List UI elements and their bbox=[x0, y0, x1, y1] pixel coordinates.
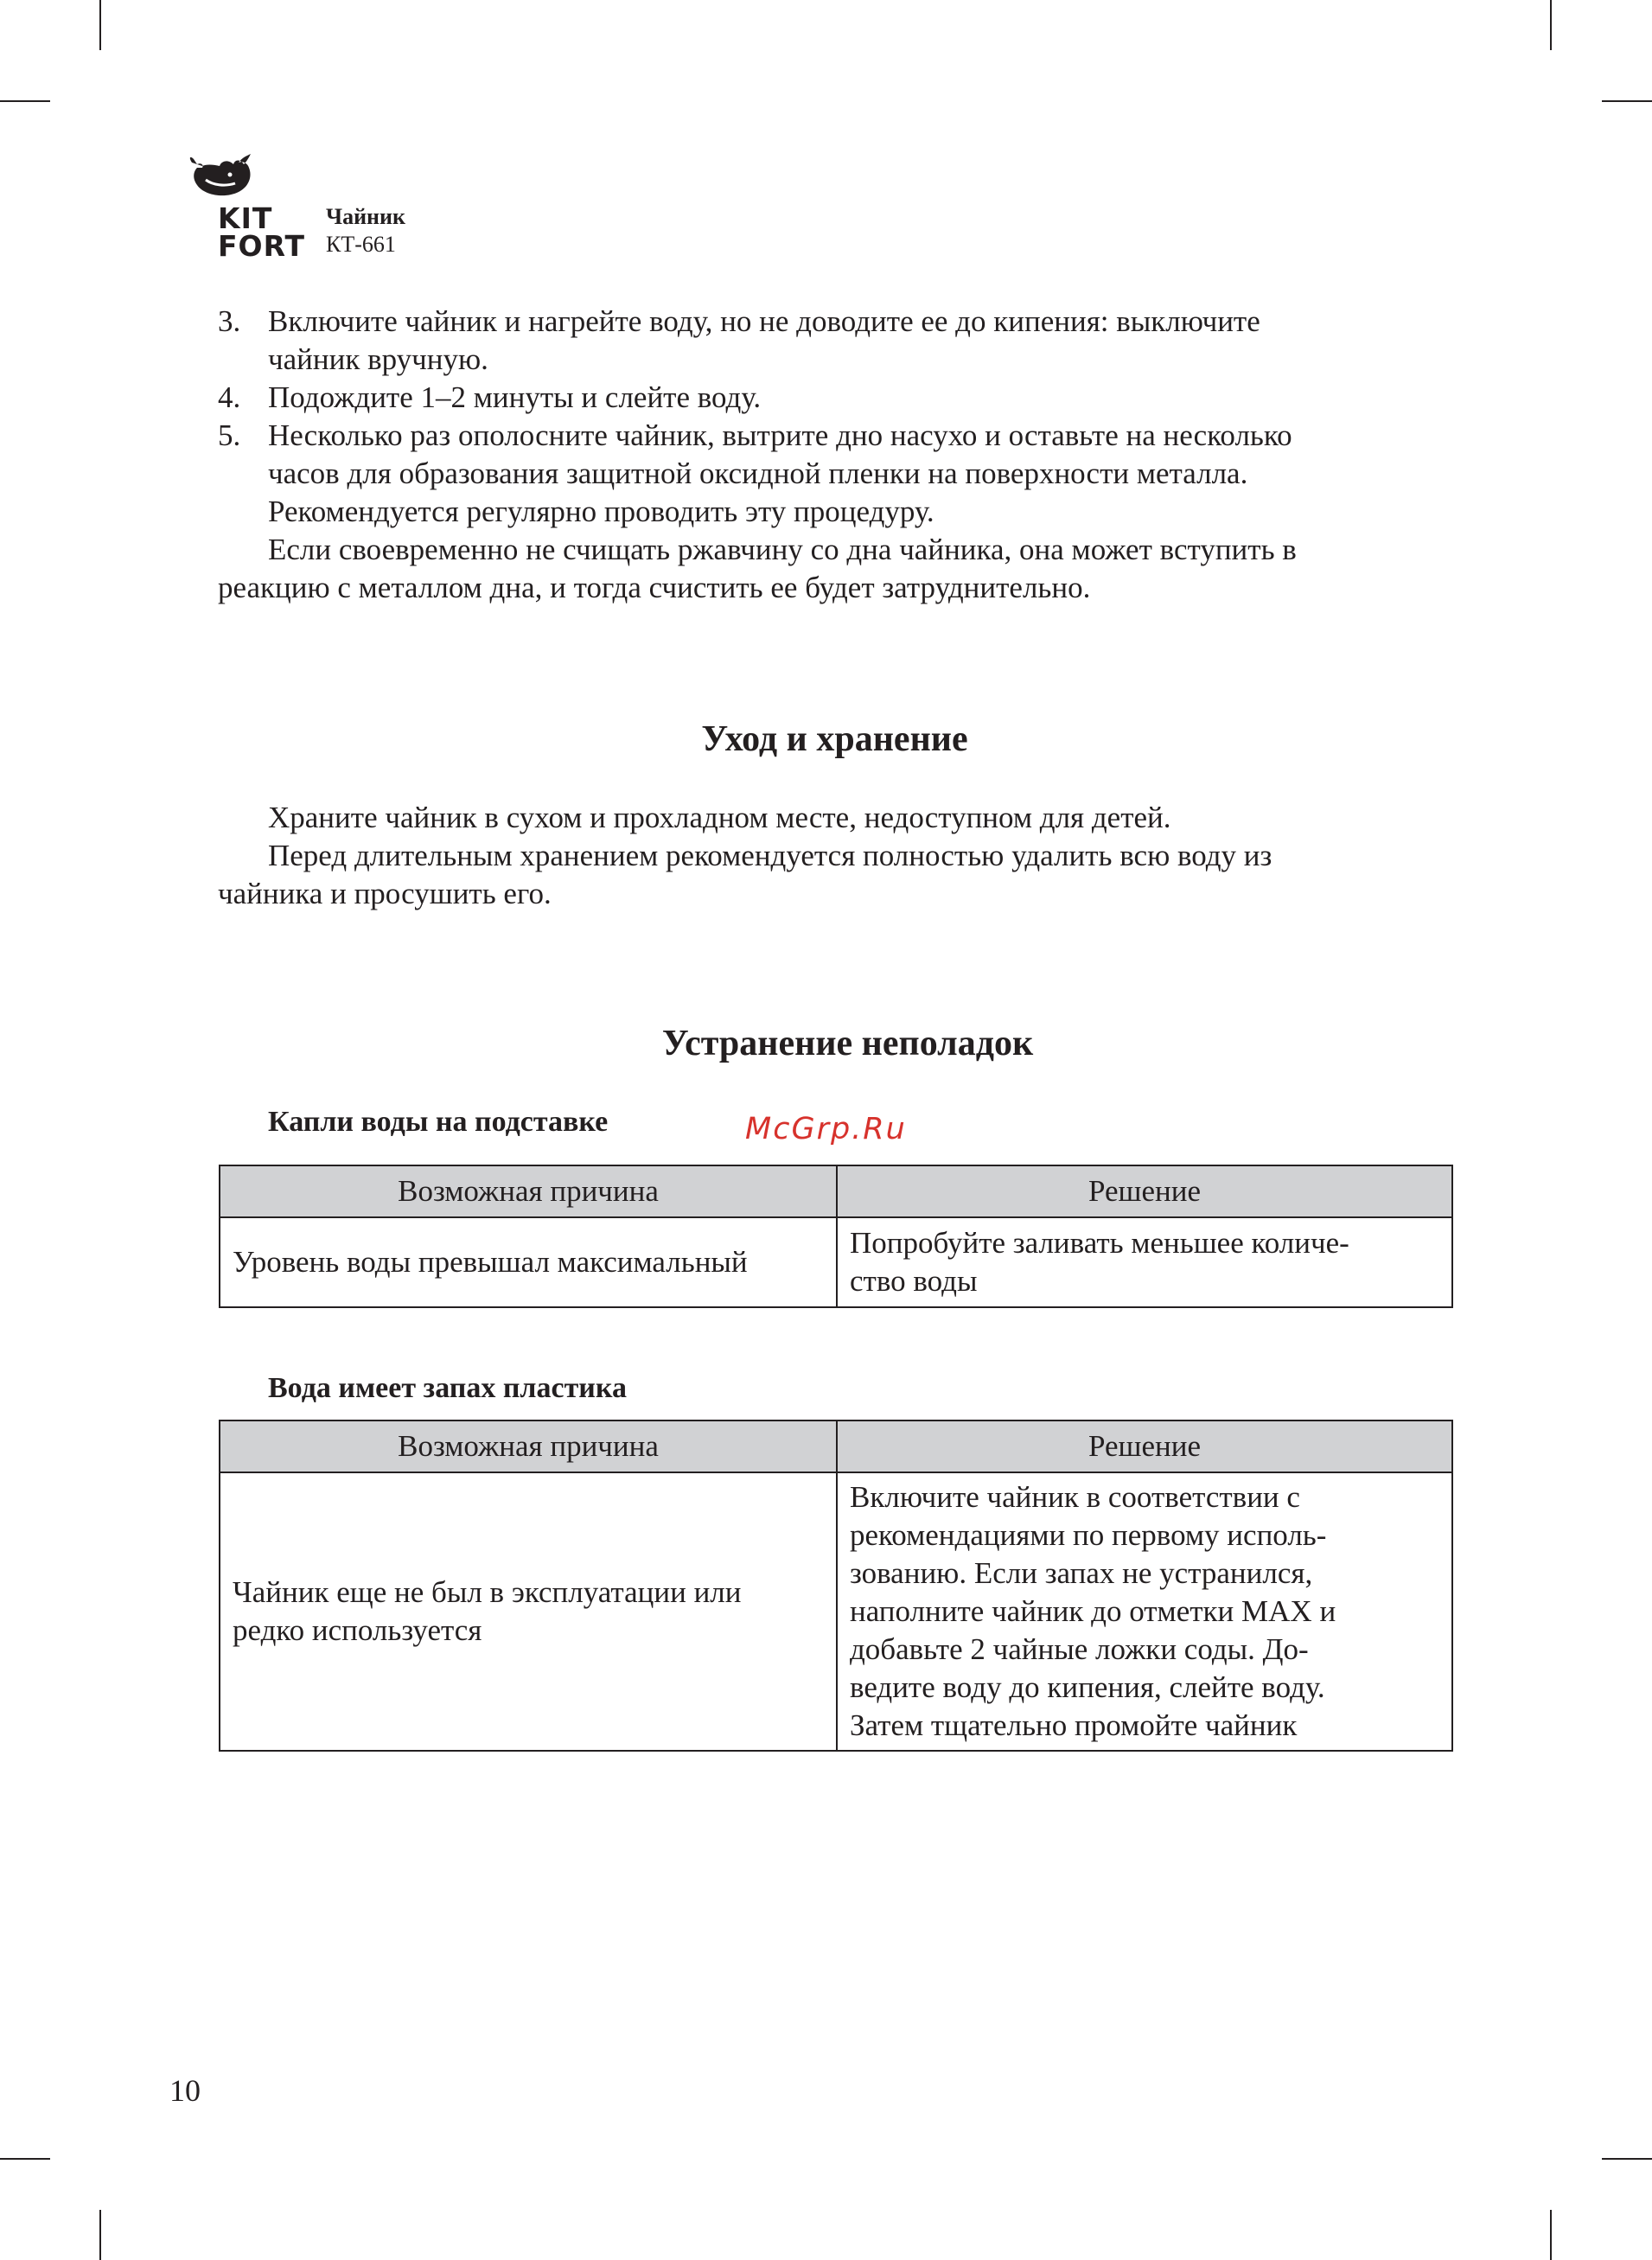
logo-text-line1: KIT bbox=[218, 201, 273, 235]
kitfort-logo bbox=[183, 154, 313, 262]
solution-line: добавьте 2 чайные ложки соды. До- bbox=[850, 1632, 1309, 1666]
column-header-cause: Возможная причина bbox=[220, 1165, 837, 1217]
crop-mark bbox=[1550, 2210, 1552, 2260]
solution-line: ведите воду до кипения, слейте воду. bbox=[850, 1670, 1325, 1704]
table-header-row bbox=[220, 1420, 1452, 1472]
list-item bbox=[218, 303, 1454, 379]
crop-mark bbox=[99, 2210, 101, 2260]
step-number: 5. bbox=[218, 418, 241, 452]
crop-mark bbox=[0, 100, 50, 102]
problem-title: Капли воды на подставке bbox=[268, 1106, 609, 1138]
rust-warning-line: реакцию с металлом дна, и тогда счистить ее будет затруднительно. bbox=[218, 571, 1091, 604]
rust-warning-line: Если своевременно не счищать ржавчину со дна чайника, она может вступить в bbox=[268, 533, 1297, 566]
solution-line: Попробуйте заливать меньшее количе- bbox=[850, 1226, 1349, 1260]
step-number: 4. bbox=[218, 380, 241, 414]
solution-line: ство воды bbox=[850, 1264, 978, 1298]
column-header-solution: Решение bbox=[837, 1420, 1452, 1472]
solution-line: Включите чайник в соответствии с bbox=[850, 1480, 1300, 1514]
product-title: Чайник bbox=[326, 204, 406, 229]
column-header-cause: Возможная причина bbox=[220, 1420, 837, 1472]
crop-mark bbox=[1602, 100, 1652, 102]
descaling-steps bbox=[218, 303, 1454, 607]
list-item bbox=[218, 379, 1454, 417]
section-title-care: Уход и хранение bbox=[701, 719, 968, 759]
solution-line: Затем тщательно промойте чайник bbox=[850, 1708, 1298, 1742]
solution-line: наполните чайник до отметки MAX и bbox=[850, 1594, 1336, 1628]
crop-mark bbox=[0, 2158, 50, 2160]
cause-line: Чайник еще не был в эксплуатации или bbox=[233, 1575, 742, 1609]
product-model: КТ-661 bbox=[326, 232, 396, 257]
crop-mark bbox=[1550, 0, 1552, 50]
watermark: McGrp.Ru bbox=[745, 1112, 907, 1146]
troubleshooting-table bbox=[219, 1165, 1453, 1308]
care-paragraph-line: чайника и просушить его. bbox=[218, 877, 552, 910]
cause-cell bbox=[220, 1472, 837, 1751]
problem-title: Вода имеет запах пластика bbox=[268, 1372, 627, 1404]
column-header-solution: Решение bbox=[837, 1165, 1452, 1217]
table-row bbox=[220, 1217, 1452, 1307]
cause-cell: Уровень воды превышал максимальный bbox=[220, 1217, 837, 1307]
care-text bbox=[218, 799, 1463, 913]
step-number: 3. bbox=[218, 304, 241, 338]
step-text-line: Включите чайник и нагрейте воду, но не доводите ее до кипения: выключите bbox=[268, 304, 1260, 338]
list-item bbox=[218, 417, 1454, 493]
solution-line: рекомендациями по первому исполь- bbox=[850, 1518, 1327, 1552]
care-paragraph: Перед длительным хранением рекомендуется полностью удалить всю воду из bbox=[268, 839, 1272, 872]
step-text-line: Подождите 1–2 минуты и слейте воду. bbox=[268, 380, 762, 414]
page-number: 10 bbox=[169, 2073, 201, 2108]
table-header-row bbox=[220, 1165, 1452, 1217]
crop-mark bbox=[1602, 2158, 1652, 2160]
table-row bbox=[220, 1472, 1452, 1751]
whale-icon bbox=[187, 154, 256, 202]
logo-text-line2: FORT bbox=[218, 229, 306, 263]
step-text-line: чайник вручную. bbox=[268, 342, 488, 376]
crop-mark bbox=[99, 0, 101, 50]
step-text-line: часов для образования защитной оксидной пленки на поверхности металла. bbox=[268, 456, 1248, 490]
section-title-troubleshooting: Устранение неполадок bbox=[661, 1024, 1034, 1063]
cause-line: редко используется bbox=[233, 1613, 482, 1647]
solution-cell bbox=[837, 1217, 1452, 1307]
solution-cell bbox=[837, 1472, 1452, 1751]
solution-line: зованию. Если запах не устранился, bbox=[850, 1556, 1313, 1590]
recommendation-text: Рекомендуется регулярно проводить эту процедуру. bbox=[268, 495, 934, 528]
step-text-line: Несколько раз ополосните чайник, вытрите дно насухо и оставьте на несколько bbox=[268, 418, 1292, 452]
troubleshooting-table bbox=[219, 1420, 1453, 1752]
care-paragraph: Храните чайник в сухом и прохладном месте, недоступном для детей. bbox=[268, 801, 1171, 834]
